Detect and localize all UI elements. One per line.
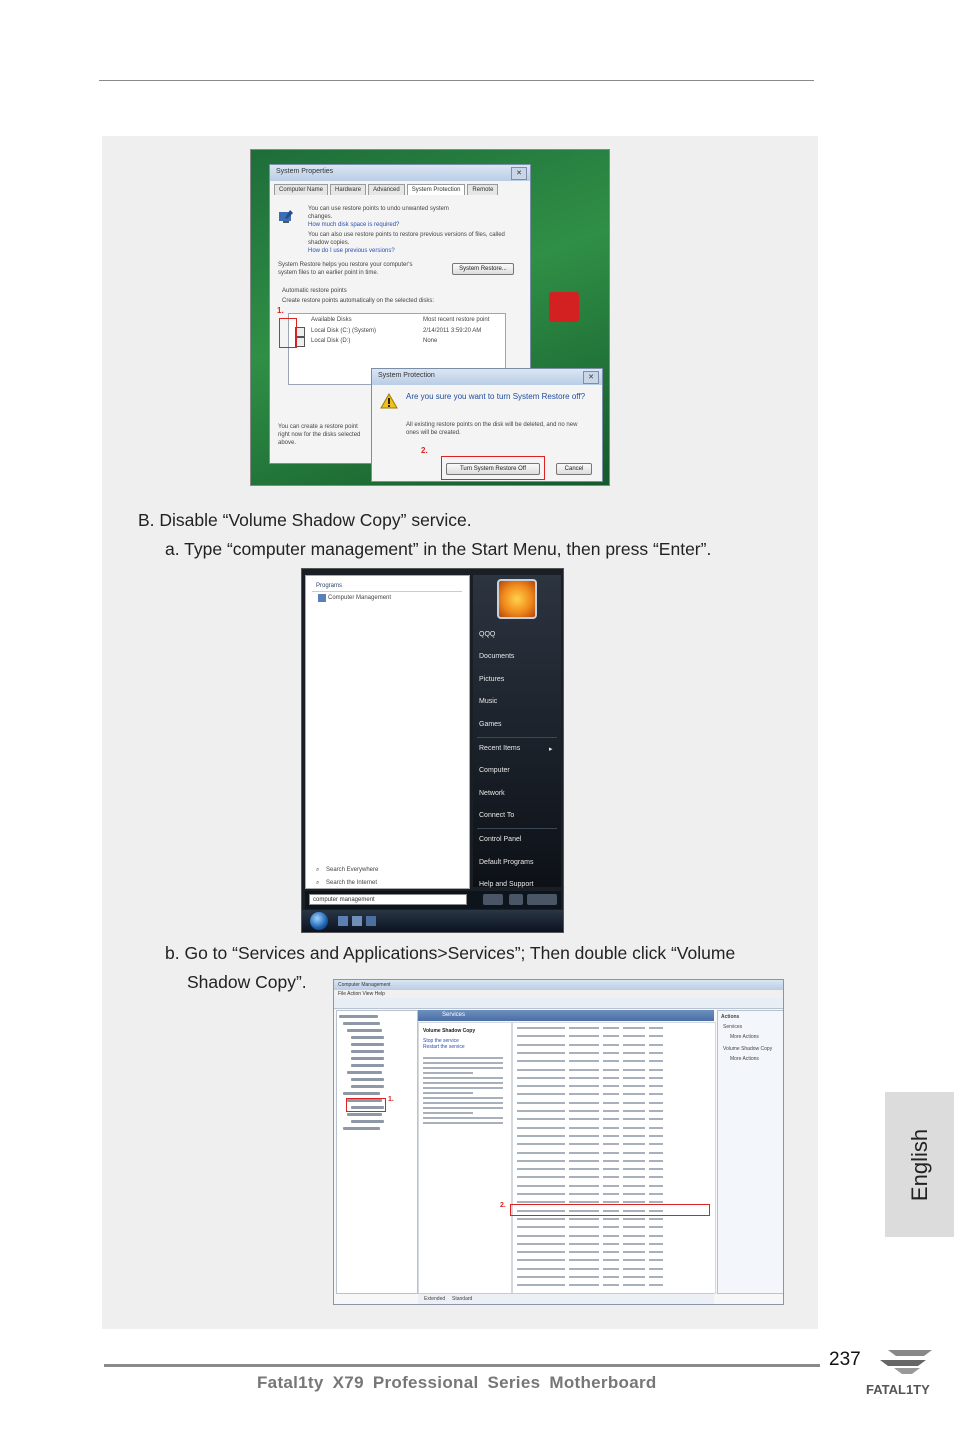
service-row — [603, 1093, 619, 1095]
service-row — [517, 1044, 565, 1046]
service-row — [623, 1284, 645, 1286]
service-row — [517, 1135, 565, 1137]
fatal1ty-logo — [866, 1342, 946, 1400]
service-row — [603, 1060, 619, 1062]
service-row — [517, 1284, 565, 1286]
service-row — [569, 1027, 599, 1029]
service-row — [623, 1044, 645, 1046]
service-row — [649, 1251, 663, 1253]
service-row — [423, 1057, 503, 1059]
service-row — [517, 1093, 565, 1095]
quick-launch-icon[interactable] — [338, 916, 348, 926]
service-row — [517, 1259, 565, 1261]
system-properties-screenshot — [250, 149, 610, 486]
actions-more-vsc[interactable]: More Actions — [730, 1056, 759, 1062]
service-row — [603, 1077, 619, 1079]
service-row — [517, 1027, 565, 1029]
service-row — [517, 1243, 565, 1245]
service-row — [517, 1226, 565, 1228]
disk-c-label: Local Disk (C:) (System) — [311, 328, 377, 334]
step-1-label: 1. — [277, 306, 284, 315]
close-icon[interactable]: ✕ — [583, 371, 599, 384]
service-row — [649, 1218, 663, 1220]
service-row — [569, 1102, 599, 1104]
step-b-sub-line2: Shadow Copy”. — [187, 972, 307, 992]
service-row — [649, 1093, 663, 1095]
search-everywhere[interactable]: Search Everywhere — [326, 867, 379, 873]
service-row — [569, 1259, 599, 1261]
service-row — [603, 1259, 619, 1261]
service-row — [603, 1276, 619, 1278]
service-row — [603, 1168, 619, 1170]
service-row — [517, 1276, 565, 1278]
service-row — [517, 1235, 565, 1237]
service-row — [569, 1235, 599, 1237]
service-row — [517, 1102, 565, 1104]
service-row — [649, 1259, 663, 1261]
service-row — [517, 1152, 565, 1154]
service-row — [603, 1226, 619, 1228]
service-row — [649, 1193, 663, 1195]
service-row — [603, 1035, 619, 1037]
service-row — [569, 1201, 599, 1203]
service-row — [603, 1044, 619, 1046]
service-row — [623, 1235, 645, 1237]
start-search-input[interactable]: computer management — [309, 894, 467, 905]
start-item-qqq[interactable]: QQQ — [479, 631, 496, 638]
service-row — [569, 1127, 599, 1129]
start-menu-divider — [477, 737, 557, 738]
selected-service-name: Volume Shadow Copy — [423, 1028, 476, 1034]
cancel-button[interactable]: Cancel — [556, 463, 592, 475]
cm-toolbar — [334, 998, 783, 1009]
search-internet[interactable]: Search the Internet — [326, 880, 378, 886]
service-row — [649, 1152, 663, 1154]
service-row — [517, 1085, 565, 1087]
tab-extended[interactable]: Extended — [424, 1296, 446, 1302]
language-side-tab — [885, 1092, 954, 1237]
service-row — [517, 1251, 565, 1253]
start-item-recent[interactable]: Recent Items — [479, 745, 521, 752]
service-row — [649, 1044, 663, 1046]
start-menu-links — [473, 575, 561, 887]
search-icon: ⌕ — [316, 867, 320, 873]
service-row — [423, 1092, 473, 1094]
service-row — [603, 1185, 619, 1187]
desktop-app-icon[interactable] — [549, 292, 579, 322]
tree-node — [351, 1120, 384, 1123]
service-row — [649, 1135, 663, 1137]
tree-node — [339, 1015, 378, 1018]
service-row — [603, 1243, 619, 1245]
service-row — [603, 1118, 619, 1120]
cm-menu-bar[interactable]: File Action View Help — [334, 990, 783, 998]
tree-node — [351, 1085, 384, 1088]
services-header — [418, 1010, 714, 1021]
service-row — [623, 1176, 645, 1178]
service-row — [517, 1110, 565, 1112]
service-row — [623, 1077, 645, 1079]
service-row — [569, 1077, 599, 1079]
service-row — [603, 1268, 619, 1270]
service-row — [569, 1143, 599, 1145]
service-row — [603, 1052, 619, 1054]
service-row — [649, 1268, 663, 1270]
service-row — [569, 1085, 599, 1087]
service-row — [623, 1110, 645, 1112]
services-list[interactable] — [512, 1022, 716, 1294]
service-row — [603, 1176, 619, 1178]
disk-space-link[interactable]: How much disk space is required? — [308, 222, 400, 228]
service-row — [569, 1093, 599, 1095]
service-row — [569, 1060, 599, 1062]
tab-strip — [270, 181, 530, 195]
service-row — [649, 1143, 663, 1145]
service-row — [623, 1069, 645, 1071]
highlight-volume-shadow-row — [510, 1204, 710, 1216]
service-row — [517, 1052, 565, 1054]
confirm-title: System Protection — [372, 369, 602, 385]
start-item-documents[interactable]: Documents — [479, 653, 515, 660]
service-row — [569, 1243, 599, 1245]
service-row — [603, 1027, 619, 1029]
service-row — [423, 1122, 503, 1124]
service-row — [649, 1127, 663, 1129]
service-row — [569, 1160, 599, 1162]
service-row — [649, 1060, 663, 1062]
computer-management-icon — [318, 594, 326, 602]
service-row — [517, 1176, 565, 1178]
service-row — [649, 1185, 663, 1187]
service-row — [623, 1201, 645, 1203]
service-row — [623, 1168, 645, 1170]
language-label: English — [906, 1128, 932, 1201]
service-row — [517, 1143, 565, 1145]
service-row — [623, 1160, 645, 1162]
disk-d-label: Local Disk (D:) — [311, 338, 351, 344]
start-menu-results — [305, 575, 470, 889]
service-row — [569, 1110, 599, 1112]
service-row — [649, 1243, 663, 1245]
system-restore-button[interactable]: System Restore... — [452, 263, 514, 275]
restart-service-link[interactable]: Restart the service — [423, 1044, 465, 1050]
lock-icon[interactable] — [509, 894, 523, 905]
disk-c-date: 2/14/2011 3:59:20 AM — [423, 328, 482, 334]
service-row — [623, 1135, 645, 1137]
service-row — [423, 1102, 503, 1104]
service-row — [649, 1077, 663, 1079]
service-row — [623, 1035, 645, 1037]
page-number: 237 — [829, 1349, 861, 1370]
service-row — [623, 1193, 645, 1195]
service-row — [517, 1160, 565, 1162]
actions-pane — [717, 1010, 784, 1294]
footer-rule — [104, 1364, 820, 1367]
tree-node — [347, 1113, 382, 1116]
service-row — [623, 1052, 645, 1054]
step-2-label: 2. — [421, 446, 428, 455]
start-orb-icon[interactable] — [310, 912, 328, 930]
service-row — [423, 1067, 503, 1069]
shadow-copies-text: You can also use restore points to restore previous versions of files, called shadow copies. — [308, 232, 505, 246]
service-row — [517, 1060, 565, 1062]
service-row — [649, 1118, 663, 1120]
service-row — [623, 1085, 645, 1087]
service-row — [423, 1062, 503, 1064]
service-row — [649, 1276, 663, 1278]
start-item-control-panel[interactable]: Control Panel — [479, 836, 522, 843]
quick-launch-icon[interactable] — [366, 916, 376, 926]
tree-node — [343, 1127, 380, 1130]
service-row — [423, 1077, 503, 1079]
service-row — [623, 1060, 645, 1062]
start-item-help[interactable]: Help and Support — [479, 881, 534, 888]
service-row — [423, 1072, 473, 1074]
tab-system-protection[interactable]: System Protection — [407, 184, 466, 195]
tree-node — [347, 1029, 382, 1032]
service-row — [603, 1284, 619, 1286]
shutdown-options-icon[interactable] — [527, 894, 557, 905]
step-a-instruction: a. Type “computer management” in the Start Menu, then press “Enter”. — [165, 539, 712, 559]
actions-services[interactable]: Services — [723, 1024, 743, 1030]
step-b-sub-line1: b. Go to “Services and Applications>Services”; Then double click “Volume — [165, 943, 736, 963]
highlight-box-step-1 — [279, 318, 297, 348]
service-row — [569, 1268, 599, 1270]
actions-more[interactable]: More Actions — [730, 1034, 759, 1040]
turn-restore-off-button[interactable]: Turn System Restore Off — [446, 463, 540, 475]
service-row — [569, 1044, 599, 1046]
service-row — [569, 1118, 599, 1120]
service-row — [569, 1193, 599, 1195]
system-restore-text: System Restore helps you restore your computer's system files to an earlier point in time. — [278, 262, 413, 276]
footer-title: Fatal1ty X79 Professional Series Motherboard — [257, 1373, 657, 1392]
highlight-box-step-2 — [441, 456, 545, 480]
confirm-question: Are you sure you want to turn System Restore off? — [406, 392, 586, 401]
service-row — [649, 1284, 663, 1286]
service-row — [569, 1251, 599, 1253]
service-row — [649, 1085, 663, 1087]
view-tabs — [418, 1293, 714, 1304]
tree-node — [343, 1092, 380, 1095]
service-row — [517, 1193, 565, 1195]
service-row — [569, 1284, 599, 1286]
logo-wordmark: FATAL1TY — [866, 1382, 930, 1397]
service-row — [423, 1107, 503, 1109]
service-row — [623, 1118, 645, 1120]
auto-restore-desc: Create restore points automatically on the selected disks: — [282, 298, 435, 304]
service-row — [569, 1168, 599, 1170]
user-picture[interactable] — [497, 579, 537, 619]
power-icon[interactable] — [483, 894, 503, 905]
service-row — [649, 1160, 663, 1162]
tree-node — [351, 1078, 384, 1081]
service-row — [649, 1052, 663, 1054]
service-row — [517, 1201, 565, 1203]
service-row — [569, 1185, 599, 1187]
service-row — [623, 1276, 645, 1278]
service-row — [623, 1152, 645, 1154]
service-row — [517, 1218, 565, 1220]
service-description-pane — [418, 1022, 512, 1294]
start-item-default-programs[interactable]: Default Programs — [479, 859, 534, 866]
actions-volume-shadow-copy[interactable]: Volume Shadow Copy — [723, 1046, 773, 1052]
service-row — [649, 1027, 663, 1029]
service-row — [649, 1069, 663, 1071]
tab-hardware[interactable]: Hardware — [330, 184, 366, 195]
tree-node — [351, 1057, 384, 1060]
service-row — [603, 1127, 619, 1129]
service-row — [623, 1093, 645, 1095]
service-row — [603, 1201, 619, 1203]
start-item-network[interactable]: Network — [479, 790, 505, 797]
service-row — [623, 1127, 645, 1129]
service-row — [603, 1069, 619, 1071]
service-row — [423, 1117, 503, 1119]
create-restore-text: You can create a restore point right now for the disks selected above. — [278, 424, 361, 446]
service-row — [517, 1185, 565, 1187]
window-title: System Properties — [270, 165, 530, 181]
tab-computer-name[interactable]: Computer Name — [274, 184, 328, 195]
service-row — [603, 1218, 619, 1220]
service-row — [517, 1069, 565, 1071]
program-result[interactable]: Computer Management — [328, 595, 392, 601]
top-rule — [99, 80, 814, 81]
tree-node — [347, 1071, 382, 1074]
tree-node — [343, 1022, 380, 1025]
service-row — [517, 1168, 565, 1170]
service-row — [517, 1127, 565, 1129]
start-item-connect[interactable]: Connect To — [479, 812, 515, 819]
service-row — [517, 1268, 565, 1270]
warning-icon — [380, 393, 398, 414]
tree-node — [351, 1036, 384, 1039]
actions-header: Actions — [721, 1014, 740, 1020]
tab-remote[interactable]: Remote — [467, 184, 498, 195]
service-row — [423, 1112, 473, 1114]
service-row — [649, 1201, 663, 1203]
service-row — [603, 1110, 619, 1112]
step-1-label: 1. — [388, 1096, 394, 1103]
service-row — [569, 1218, 599, 1220]
service-row — [603, 1085, 619, 1087]
col-available-disks: Available Disks — [311, 317, 352, 323]
service-row — [423, 1082, 503, 1084]
service-row — [623, 1102, 645, 1104]
service-row — [603, 1251, 619, 1253]
tree-node — [351, 1050, 384, 1053]
service-row — [423, 1097, 503, 1099]
services-pane-title: Services — [442, 1012, 466, 1018]
restore-points-text: You can use restore points to undo unwanted system changes. — [308, 206, 449, 220]
service-row — [569, 1052, 599, 1054]
start-menu-search-bar — [305, 891, 561, 909]
service-row — [569, 1035, 599, 1037]
start-item-computer[interactable]: Computer — [479, 767, 510, 774]
service-row — [423, 1087, 503, 1089]
close-icon[interactable]: ✕ — [511, 167, 527, 180]
service-row — [603, 1152, 619, 1154]
service-row — [603, 1193, 619, 1195]
service-row — [623, 1259, 645, 1261]
service-row — [569, 1226, 599, 1228]
tree-node — [351, 1043, 384, 1046]
stop-service-link[interactable]: Stop the service — [423, 1038, 459, 1044]
service-row — [569, 1276, 599, 1278]
service-row — [623, 1243, 645, 1245]
service-row — [603, 1160, 619, 1162]
service-row — [623, 1251, 645, 1253]
service-row — [649, 1226, 663, 1228]
service-row — [649, 1235, 663, 1237]
service-row — [569, 1135, 599, 1137]
service-row — [603, 1135, 619, 1137]
service-row — [517, 1035, 565, 1037]
service-row — [623, 1027, 645, 1029]
col-recent-restore: Most recent restore point — [423, 317, 490, 323]
service-row — [623, 1218, 645, 1220]
service-row — [603, 1235, 619, 1237]
programs-header: Programs — [316, 583, 343, 589]
highlight-services-node — [346, 1098, 386, 1112]
service-row — [569, 1176, 599, 1178]
service-row — [623, 1268, 645, 1270]
step-b-heading: B. Disable “Volume Shadow Copy” service. — [138, 510, 472, 530]
service-row — [649, 1176, 663, 1178]
cm-window-title: Computer Management — [334, 980, 783, 990]
confirm-detail: All existing restore points on the disk will be deleted, and no new ones will be created. — [406, 422, 578, 436]
service-row — [603, 1143, 619, 1145]
start-menu-screenshot — [301, 568, 564, 933]
computer-management-screenshot — [333, 979, 784, 1305]
service-row — [569, 1069, 599, 1071]
service-row — [623, 1185, 645, 1187]
tab-advanced[interactable]: Advanced — [368, 184, 405, 195]
quick-launch-icon[interactable] — [352, 916, 362, 926]
system-icon — [278, 209, 294, 225]
start-item-music[interactable]: Music — [479, 698, 498, 705]
taskbar — [302, 910, 563, 932]
start-menu-divider — [477, 828, 557, 829]
service-row — [649, 1102, 663, 1104]
chevron-right-icon: ▸ — [549, 746, 553, 753]
tree-node — [351, 1064, 384, 1067]
start-item-games[interactable]: Games — [479, 721, 502, 728]
tab-standard[interactable]: Standard — [452, 1296, 473, 1302]
service-row — [517, 1118, 565, 1120]
search-icon: ⌕ — [316, 880, 320, 886]
service-row — [623, 1226, 645, 1228]
previous-versions-link[interactable]: How do I use previous versions? — [308, 248, 395, 254]
service-row — [603, 1102, 619, 1104]
service-row — [649, 1168, 663, 1170]
service-row — [649, 1035, 663, 1037]
cm-tree-pane[interactable] — [336, 1010, 418, 1294]
start-item-pictures[interactable]: Pictures — [479, 676, 505, 683]
service-row — [517, 1077, 565, 1079]
service-row — [623, 1143, 645, 1145]
auto-restore-label: Automatic restore points — [282, 288, 347, 294]
step-2-label: 2. — [500, 1202, 506, 1209]
disk-d-date: None — [423, 338, 438, 344]
service-row — [569, 1152, 599, 1154]
service-row — [649, 1110, 663, 1112]
results-divider — [312, 591, 462, 592]
